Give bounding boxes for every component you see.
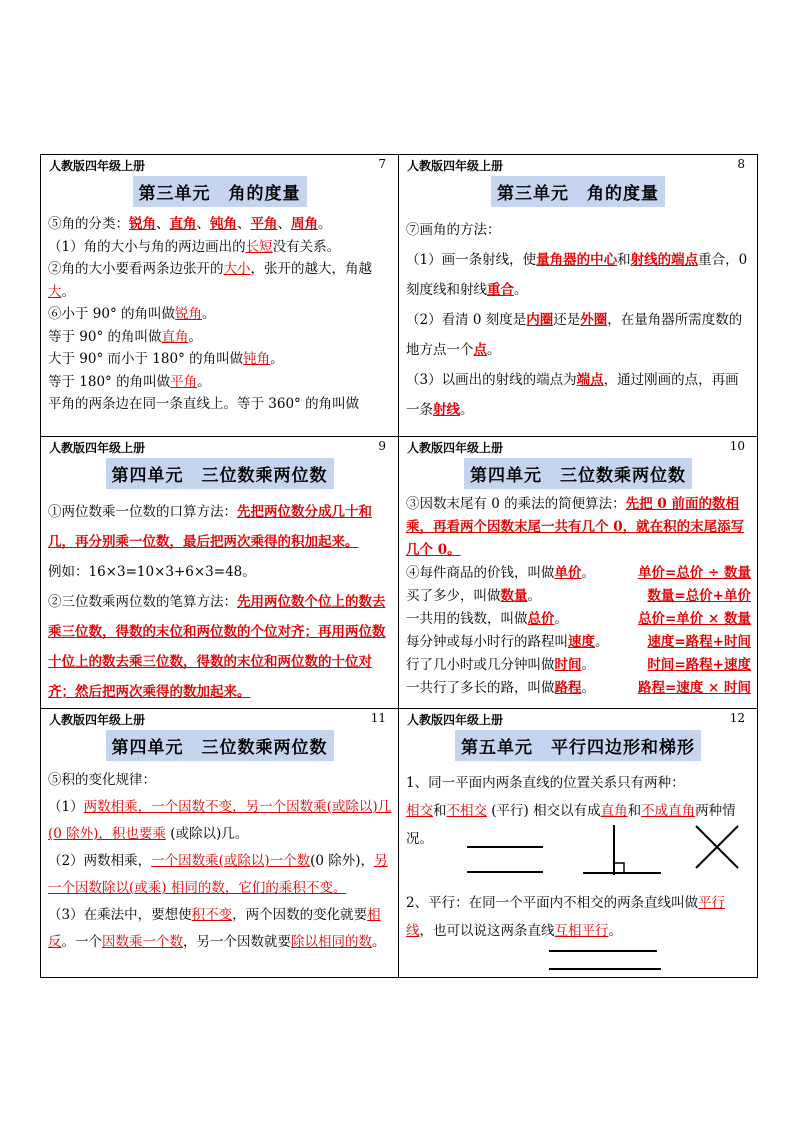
text-line: ⑤角的分类：锐角、直角、钝角、平角、周角。 [48,216,332,232]
card-page-8 [399,155,757,437]
card-page-12 [399,709,757,977]
card-page-11 [41,709,399,977]
text-line: 相交和不相交 (平行) 相交以有成直角和不成直角两种情况。 [406,803,736,847]
text-line: 大于 90° 而小于 180° 的角叫做钝角。 [48,351,284,367]
card-body [406,215,751,425]
card-header [407,711,745,727]
text-line: 等于 180° 的角叫做平角。 [48,373,211,390]
card-header [49,711,386,727]
text-line: ⑦画角的方法： [406,222,501,238]
book-label: 人教版四年级上册 [407,159,504,173]
book-label: 人教版四年级上册 [407,713,504,727]
book-label: 人教版四年级上册 [49,441,146,455]
card-title: 第四单元 三位数乘两位数 [399,458,757,489]
text-line: ②三位数乘两位数的笔算方法：先用两位数个位上的数去乘三位数，得数的末位和两位数的个位对齐；再用两位数十位上的数去乘三位数，得数的末位和两位数的十位对齐；然后把两次乘得的数加起来。 [48,594,386,700]
text-line: 平角的两条边在同一条直线上。等于 360° 的角叫做 [48,396,360,412]
parallel-lines-diagram [547,949,667,973]
card-title: 第三单元 角的度量 [41,176,398,207]
book-label: 人教版四年级上册 [49,159,146,173]
text-line: ③因数末尾有 0 的乘法的简便算法：先把 0 前面的数相乘，再看两个因数末尾一共有几个 0，就在积的末尾添写几个 0。 [406,496,745,558]
page-number: 7 [378,157,386,171]
intersecting-lines-diagram [694,824,740,870]
text-line: （1）角的大小与角的两边画出的长短没有关系。 [48,238,341,255]
definition-row: 一共用的钱数，叫做总价。 总价=单价 × 数量 [406,611,751,627]
page-number: 12 [729,711,745,725]
definition-row: 行了几小时或几分钟叫做时间。 时间=路程+速度 [406,657,751,673]
card-title: 第五单元 平行四边形和梯形 [399,730,757,761]
card-page-10 [399,437,757,709]
text-line: （1）两数相乘，一个因数不变，另一个因数乘(或除以)几(0 除外)，积也要乘 (或除以)几。 [48,799,392,842]
perpendicular-lines-diagram [581,823,663,879]
text-line: 1、同一平面内两条直线的位置关系只有两种： [406,775,685,791]
book-label: 人教版四年级上册 [49,713,146,727]
card-title: 第三单元 角的度量 [399,176,757,207]
card-page-7 [41,155,399,437]
text-line: （2）看清 0 刻度是内圈还是外圈，在量角器所需度数的地方点一个点。 [406,312,743,358]
definition-row: 买了多少，叫做数量。 数量=总价+单价 [406,588,751,604]
definition-row: 每分钟或每小时行的路程叫速度。 速度=路程+时间 [406,634,751,650]
card-body [48,767,392,956]
card-header [49,157,386,173]
cards-grid [40,154,758,978]
text-line: （1）画一条射线，使量角器的中心和射线的端点重合，0 刻度线和射线重合。 [406,252,748,298]
card-page-9 [41,437,399,709]
text-line: 2、平行：在同一个平面内不相交的两条直线叫做平行线，也可以说这两条直线互相平行。 [406,895,726,939]
card-header [407,439,745,455]
text-line: ⑥小于 90° 的角叫做锐角。 [48,306,216,322]
card-body [406,493,751,700]
parallel-lines-diagram [465,845,555,875]
definition-row: ④每件商品的价钱，叫做单价。 单价=总价 ÷ 数量 [406,565,751,581]
definition-row: 一共行了多长的路，叫做路程。 路程=速度 × 时间 [406,680,751,696]
text-line: ②角的大小要看两条边张开的大小，张开的越大，角越大。 [48,261,372,300]
text-line: （2）两数相乘，一个因数乘(或除以)一个数(0 除外)，另一个因数除以(或乘) 相同的数，它们的乘积不变。 [48,853,388,896]
text-line: （3）在乘法中，要想使积不变，两个因数的变化就要相反。一个因数乘一个数，另一个因数就要除以相同的数。 [48,907,386,950]
card-title: 第四单元 三位数乘两位数 [41,458,398,489]
card-header [407,157,745,173]
text-line: ①两位数乘一位数的口算方法：先把两位数分成几十和几，再分别乘一位数，最后把两次乘得的积加起来。 [48,504,372,550]
card-header [49,439,386,455]
text-line: （3）以画出的射线的端点为端点，通过刚画的点，再画一条射线。 [406,372,739,418]
book-label: 人教版四年级上册 [407,441,504,455]
card-body [48,497,392,707]
page-number: 8 [737,157,745,171]
text-line: 例如：16×3=10×3+6×3=48。 [48,564,256,580]
page-number: 11 [370,711,386,725]
card-body [48,213,392,416]
text-line: ⑤积的变化规律： [48,772,156,788]
page-number: 10 [729,439,745,453]
card-title: 第四单元 三位数乘两位数 [41,730,398,761]
text-line: 等于 90° 的角叫做直角。 [48,328,203,345]
page-number: 9 [378,439,386,453]
